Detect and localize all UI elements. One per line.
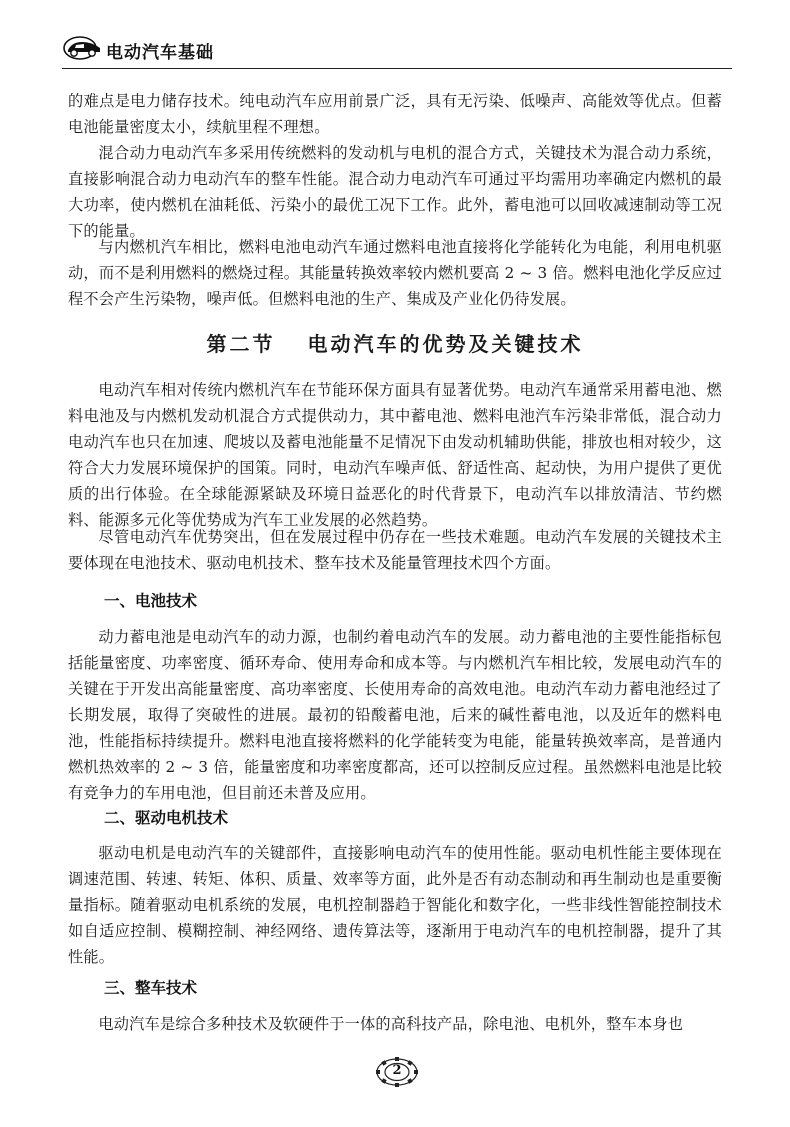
section-title: 电动汽车的优势及关键技术 bbox=[307, 332, 584, 356]
section-heading bbox=[0, 328, 790, 357]
header-title: 电动汽车基础 bbox=[106, 43, 214, 63]
paragraph: 的难点是电力储存技术。纯电动汽车应用前景广泛，具有无污染、低噪声、高能效等优点。但蓄电池能量密度太小，续航里程不理想。 bbox=[68, 92, 722, 136]
paragraph: 动力蓄电池是电动汽车的动力源，也制约着电动汽车的发展。动力蓄电池的主要性能指标包括能量密度、功率密度、循环寿命、使用寿命和成本等。与内燃机汽车相比较，发展电动汽车的关键在于开发出高能量密度、高功率密度、长使用寿命的高效电池。电动汽车动力蓄电池经过了长期发展，取得了突破性的进展。最初的铅酸蓄电池，后来的碱性蓄电池，以及近年的燃料电池，性能指标持续提升。燃料电池直接将燃料的化学能转变为电能，能量转换效率高，是普通内燃机热效率的 2 ~ 3 倍，能量密度和功率密度都高，还可以控制反应过程。虽然燃料电池是比较有竞争力的车用电池，但目前还未普及应用。 bbox=[68, 628, 722, 802]
subsection-heading: 三、整车技术 bbox=[104, 979, 198, 997]
paragraph: 驱动电机是电动汽车的关键部件，直接影响电动汽车的使用性能。驱动电机性能主要体现在调速范围、转速、转矩、体积、质量、效率等方面，此外是否有动态制动和再生制动也是重要衡量指标。随着驱动电机系统的发展，电机控制器趋于智能化和数字化，一些非线性智能控制技术如自适应控制、模糊控制、神经网络、遗传算法等，逐渐用于电动汽车的电机控制器，提升了其性能。 bbox=[68, 844, 722, 966]
paragraph: 电动汽车相对传统内燃机汽车在节能环保方面具有显著优势。电动汽车通常采用蓄电池、燃料电池及与内燃机发动机混合方式提供动力，其中蓄电池、燃料电池汽车污染非常低，混合动力电动汽车也只在加速、爬坡以及蓄电池能量不足情况下由发动机辅助供能，排放也相对较少，这符合大力发展环境保护的国策。同时，电动汽车噪声低、舒适性高、起动快，为用户提供了更优质的出行体验。在全球能源紧缺及环境日益恶化的时代背景下，电动汽车以排放清洁、节约燃料、能源多元化等优势成为汽车工业发展的必然趋势。 bbox=[68, 381, 722, 529]
paragraph: 尽管电动汽车优势突出，但在发展过程中仍存在一些技术难题。电动汽车发展的关键技术主要体现在电池技术、驱动电机技术、整车技术及能量管理技术四个方面。 bbox=[68, 528, 722, 572]
paragraph: 与内燃机汽车相比，燃料电池电动汽车通过燃料电池直接将化学能转化为电能，利用电机驱动，而不是利用燃料的燃烧过程。其能量转换效率较内燃机要高 2 ~ 3 倍。燃料电池化学反应过程不会产生污染物，噪声低。但燃料电池的生产、集成及产业化仍待发展。 bbox=[68, 238, 722, 308]
subsection-heading: 二、驱动电机技术 bbox=[104, 809, 229, 827]
header-rule bbox=[62, 68, 732, 69]
car-icon bbox=[62, 33, 106, 63]
paragraph: 电动汽车是综合多种技术及软硬件于一体的高科技产品，除电池、电机外，整车本身也 bbox=[98, 1015, 684, 1033]
paragraph: 混合动力电动汽车多采用传统燃料的发动机与电机的混合方式，关键技术为混合动力系统，直接影响混合动力电动汽车的整车性能。混合动力电动汽车可通过平均需用功率确定内燃机的最大功率，使内燃机在油耗低、污染小的最优工况下工作。此外，蓄电池可以回收减速制动等工况下的能量。 bbox=[68, 144, 722, 240]
subsection-heading: 一、电池技术 bbox=[104, 592, 198, 610]
page-number: 2 bbox=[392, 1063, 402, 1078]
running-header bbox=[62, 30, 732, 70]
section-number: 第二节 bbox=[206, 332, 276, 356]
